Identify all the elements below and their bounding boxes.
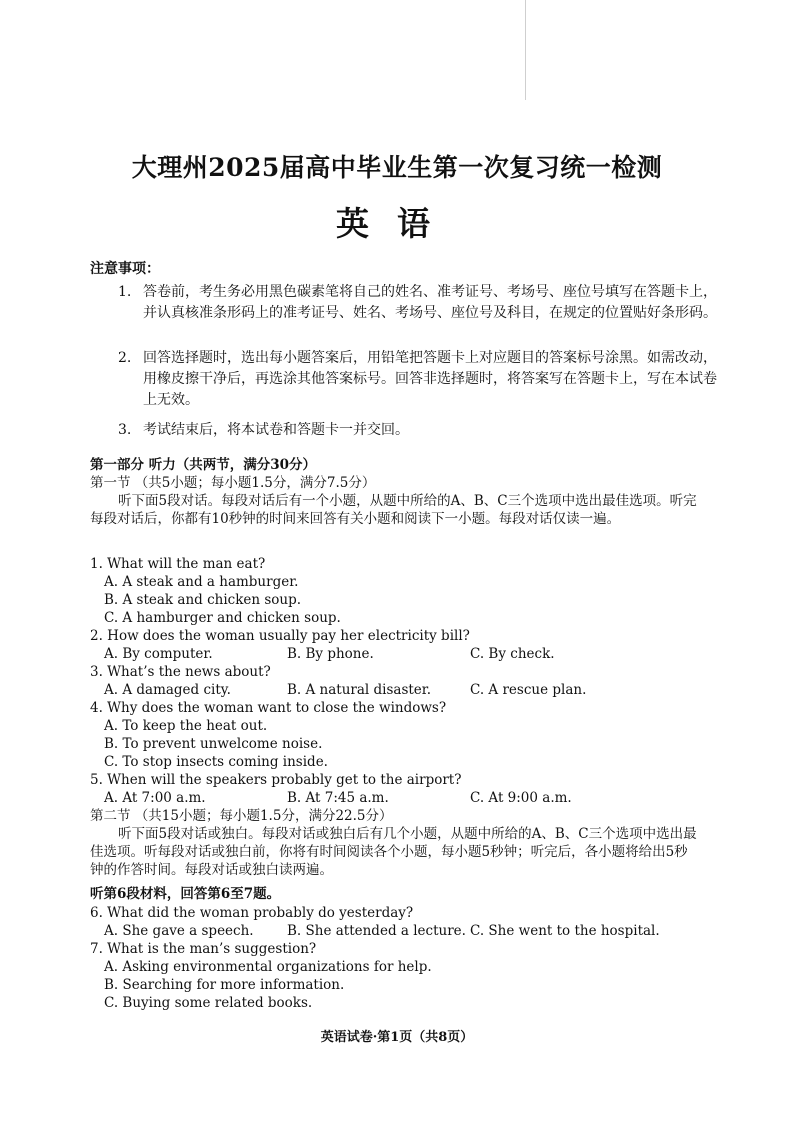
option-b: B. A natural disaster. — [287, 682, 432, 698]
section2-heading: 第二节 （共15小题；每小题1.5分，满分22.5分） — [90, 808, 393, 824]
option-a: A. Asking environmental organizations for help. — [104, 959, 432, 975]
option-b: B. At 7:45 a.m. — [287, 790, 389, 806]
notice-text: 答卷前，考生务必用黑色碳素笔将自己的姓名、准考证号、考场号、座位号填写在答题卡上，并认真核准条形码上的准考证号、姓名、考场号、座位号及科目，在规定的位置贴好条形码。 — [143, 284, 717, 321]
question-stem: 3. What’s the news about? — [90, 664, 271, 680]
option-a: A. A damaged city. — [104, 682, 231, 698]
option-c: C. A rescue plan. — [470, 682, 587, 698]
scan-edge-line — [525, 0, 526, 100]
material-note: 听第6段材料，回答第6至7题。 — [90, 886, 281, 902]
section1-instructions: 听下面5段对话。每段对话后有一个小题，从题中所给的A、B、C三个选项中选出最佳选项。听完每段对话后，你都有10秒钟的时间来回答有关小题和阅读下一小题。每段对话仅读一遍。 — [90, 493, 697, 527]
question-stem: 2. How does the woman usually pay her electricity bill? — [90, 628, 470, 644]
option-a: A. She gave a speech. — [104, 923, 254, 939]
notice-heading: 注意事项： — [90, 261, 160, 277]
notice-number: 2. — [118, 350, 132, 366]
section1-heading: 第一节 （共5小题；每小题1.5分，满分7.5分） — [90, 475, 376, 491]
option-b: B. Searching for more information. — [104, 977, 345, 993]
option-c: C. A hamburger and chicken soup. — [104, 610, 341, 626]
notice-item — [118, 282, 718, 324]
question-stem: 6. What did the woman probably do yesterday? — [90, 905, 414, 921]
option-b: B. She attended a lecture. — [287, 923, 466, 939]
notice-text: 回答选择题时，选出每小题答案后，用铅笔把答题卡上对应题目的答案标号涂黑。如需改动，用橡皮擦干净后，再选涂其他答案标号。回答非选择题时，将答案写在答题卡上，写在本试卷上无效。 — [143, 350, 717, 408]
option-b: B. A steak and chicken soup. — [104, 592, 302, 608]
option-a: A. A steak and a hamburger. — [104, 574, 299, 590]
notice-text: 考试结束后，将本试卷和答题卡一并交回。 — [143, 422, 409, 438]
notice-item — [118, 420, 718, 441]
option-c: C. Buying some related books. — [104, 995, 313, 1011]
option-a: A. By computer. — [104, 646, 213, 662]
option-c: C. At 9:00 a.m. — [470, 790, 572, 806]
question-stem: 1. What will the man eat? — [90, 556, 266, 572]
option-a: A. At 7:00 a.m. — [104, 790, 206, 806]
page-footer: 英语试卷·第1页（共8页） — [320, 1030, 474, 1045]
option-a: A. To keep the heat out. — [104, 718, 268, 734]
subject-title: 英语 — [336, 204, 458, 243]
option-c: C. By check. — [470, 646, 555, 662]
question-stem: 5. When will the speakers probably get to the airport? — [90, 772, 462, 788]
part1-heading: 第一部分 听力（共两节，满分30分） — [90, 457, 316, 473]
option-c: C. To stop insects coming inside. — [104, 754, 328, 770]
notice-number: 1. — [118, 284, 132, 300]
exam-title: 大理州2025届高中毕业生第一次复习统一检测 — [131, 153, 663, 182]
question-stem: 7. What is the man’s suggestion? — [90, 941, 317, 957]
section2-instructions: 听下面5段对话或独白。每段对话或独白后有几个小题，从题中所给的A、B、C三个选项中选出最佳选项。听每段对话或独白前，你将有时间阅读各个小题，每小题5秒钟；听完后，各小题将给出5秒钟的作答时间。每段对话或独白读两遍。 — [90, 826, 697, 878]
notice-number: 3. — [118, 422, 132, 438]
option-b: B. By phone. — [287, 646, 374, 662]
notice-item — [118, 348, 718, 411]
option-c: C. She went to the hospital. — [470, 923, 660, 939]
question-stem: 4. Why does the woman want to close the windows? — [90, 700, 447, 716]
option-b: B. To prevent unwelcome noise. — [104, 736, 323, 752]
